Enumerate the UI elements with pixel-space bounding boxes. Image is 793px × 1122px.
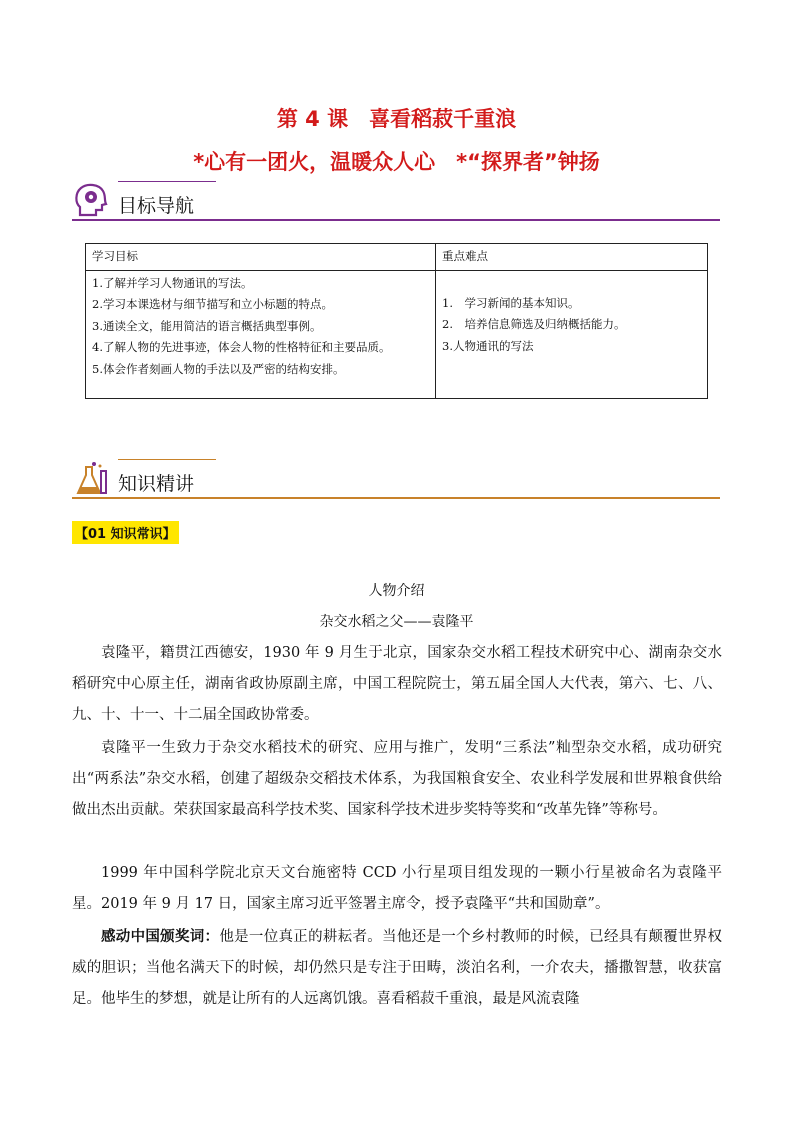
lesson-subtitle: *心有一团火，温暖众人心 *“探界者”钟扬 <box>193 150 600 174</box>
list-item: 4.了解人物的先进事迹，体会人物的性格特征和主要品质。 <box>92 340 391 354</box>
content-heading: 人物介绍 <box>368 583 425 599</box>
list-item: 1. 学习新闻的基本知识。 <box>442 295 580 310</box>
content-subheading: 杂交水稻之父——袁隆平 <box>319 614 474 630</box>
goals-table <box>85 243 708 399</box>
lab-flask-icon <box>72 459 110 497</box>
goals-header: 学习目标 <box>86 244 436 271</box>
goals-cell <box>86 270 436 399</box>
paragraph-honors: 1999 年中国科学院北京天文台施密特 CCD 小行星项目组发现的一颗小行星被命名为袁隆平星。2019 年 9 月 17 日，国家主席习近平签署主席令，授予袁隆平“共和国勋章”。 <box>72 865 722 912</box>
list-item: 2.学习本课选材与细节描写和立小标题的特点。 <box>92 297 333 311</box>
list-item: 3.通读全文，能用简洁的语言概括典型事例。 <box>92 318 322 333</box>
list-item: 3.人物通讯的写法 <box>442 338 534 353</box>
lesson-title: 第 4 课 喜看稻菽千重浪 <box>276 107 517 131</box>
section-title-goals: 目标导航 <box>118 195 195 217</box>
list-item: 1.了解并学习人物通讯的写法。 <box>92 275 253 290</box>
section-divider <box>72 219 720 221</box>
paragraph-bio: 袁隆平，籍贯江西德安，1930 年 9 月生于北京，国家杂交水稻工程技术研究中心、湖南杂交水稻研究中心原主任，湖南省政协原副主席，中国工程院院士，第五届全国人大代表，第六、七、八、九、十、十一、十二届全国政协常委。 <box>72 645 722 723</box>
knowledge-tag: 【01 知识常识】 <box>72 521 179 544</box>
award-label: 感动中国颁奖词： <box>101 928 220 945</box>
focus-header: 重点难点 <box>436 244 708 271</box>
list-item: 2. 培养信息筛选及归纳概括能力。 <box>442 317 626 331</box>
brain-head-icon <box>72 181 110 219</box>
section-divider <box>72 497 720 499</box>
section-header-knowledge <box>72 459 720 499</box>
focus-cell <box>436 270 708 399</box>
section-header-goals <box>72 181 720 221</box>
section-title-knowledge: 知识精讲 <box>118 473 195 495</box>
paragraph-achievements: 袁隆平一生致力于杂交水稻技术的研究、应用与推广，发明“三系法”籼型杂交水稻，成功研究出“两系法”杂交水稻，创建了超级杂交稻技术体系，为我国粮食安全、农业科学发展和世界粮食供给做出杰出贡献。荣获国家最高科学技术奖、国家科学技术进步奖特等奖和“改革先锋”等称号。 <box>72 740 722 818</box>
paragraph-award-speech <box>72 921 722 1015</box>
award-text: 他是一位真正的耕耘者。当他还是一个乡村教师的时候，已经具有颠覆世界权威的胆识；当他名满天下的时候，却仍然只是专注于田畴，淡泊名利，一介农夫，播撒智慧，收获富足。他毕生的梦想，就是让所有的人远离饥饿。喜看稻菽千重浪，最是风流袁隆 <box>72 929 722 1007</box>
list-item: 5.体会作者刻画人物的手法以及严密的结构安排。 <box>92 361 345 376</box>
